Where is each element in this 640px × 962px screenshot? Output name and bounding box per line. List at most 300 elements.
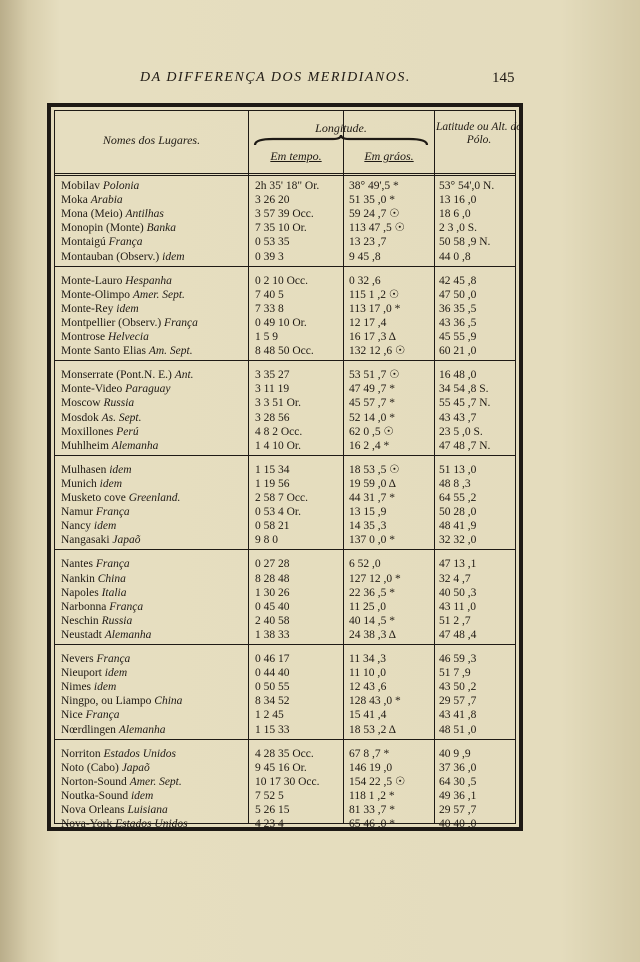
longitude-time-cell: 0 58 21 bbox=[255, 520, 290, 533]
longitude-time-cell: 1 2 45 bbox=[255, 709, 284, 722]
place-name-cell bbox=[61, 425, 237, 439]
table-row bbox=[55, 179, 515, 193]
place-name: Munich bbox=[61, 477, 97, 490]
longitude-time-cell: 0 49 10 Or. bbox=[255, 316, 307, 329]
place-name: Noto (Cabo) bbox=[61, 761, 119, 774]
longitude-brace-icon bbox=[253, 135, 429, 147]
longitude-degrees-cell: 127 12 ,0 * bbox=[349, 572, 401, 585]
place-region: França bbox=[164, 316, 198, 329]
longitude-time-cell: 0 39 3 bbox=[255, 250, 284, 263]
longitude-time-cell: 0 2 10 Occ. bbox=[255, 274, 309, 287]
place-region: França bbox=[85, 709, 120, 722]
latitude-cell: 47 48 ,4 bbox=[439, 628, 477, 641]
longitude-time-cell: 5 26 15 bbox=[255, 804, 290, 816]
place-name-cell bbox=[61, 666, 237, 680]
place-name-cell bbox=[61, 572, 237, 586]
longitude-time-cell: 2 40 58 bbox=[255, 614, 290, 627]
longitude-time-cell: 7 35 10 Or. bbox=[255, 222, 307, 235]
latitude-cell: 23 5 ,0 S. bbox=[439, 425, 483, 438]
place-name: Neustadt bbox=[61, 628, 102, 641]
latitude-cell: 43 50 ,2 bbox=[439, 681, 477, 694]
place-name-cell bbox=[61, 288, 237, 302]
place-name: Mobilav bbox=[61, 180, 100, 192]
latitude-cell: 47 48 ,7 N. bbox=[439, 439, 491, 452]
place-region: Paraguay bbox=[125, 383, 171, 396]
place-name: Monte-Rey bbox=[61, 302, 114, 315]
longitude-time-cell: 0 53 4 Or. bbox=[255, 506, 301, 519]
table-row bbox=[55, 207, 515, 221]
longitude-degrees-cell: 128 43 ,0 * bbox=[349, 695, 401, 708]
latitude-cell: 43 11 ,0 bbox=[439, 600, 476, 613]
place-region: Luisiana bbox=[127, 804, 168, 816]
latitude-cell: 42 45 ,8 bbox=[439, 274, 477, 287]
place-region: idem bbox=[104, 667, 128, 680]
table-row bbox=[55, 600, 515, 614]
place-name: Monte-Lauro bbox=[61, 274, 123, 287]
page-number: 145 bbox=[492, 70, 515, 86]
table-row bbox=[55, 572, 515, 586]
place-name-cell bbox=[61, 775, 237, 789]
longitude-time-cell: 1 15 34 bbox=[255, 463, 290, 476]
longitude-degrees-cell: 154 22 ,5 ☉ bbox=[349, 775, 406, 788]
place-name-cell bbox=[61, 817, 237, 831]
place-name-cell bbox=[61, 694, 237, 708]
group-separator bbox=[55, 549, 515, 550]
place-name: Napoles bbox=[61, 586, 99, 599]
place-name-cell bbox=[61, 302, 237, 316]
place-name: Nice bbox=[61, 709, 83, 722]
table-row bbox=[55, 316, 515, 330]
header-names: Nomes dos Lugares. bbox=[102, 133, 201, 147]
place-region: Italia bbox=[101, 586, 127, 599]
longitude-time-cell: 3 11 19 bbox=[255, 383, 290, 396]
longitude-degrees-cell: 132 12 ,6 ☉ bbox=[349, 345, 406, 358]
longitude-time-cell: 0 44 40 bbox=[255, 667, 290, 680]
latitude-cell: 43 43 ,7 bbox=[439, 411, 477, 424]
table-row bbox=[55, 274, 515, 288]
longitude-degrees-cell: 11 25 ,0 bbox=[349, 600, 386, 613]
longitude-degrees-cell: 47 49 ,7 * bbox=[349, 383, 395, 396]
latitude-cell: 13 16 ,0 bbox=[439, 194, 477, 207]
place-name-cell bbox=[61, 396, 237, 410]
longitude-degrees-cell: 11 10 ,0 bbox=[349, 667, 386, 680]
place-region: Russia bbox=[103, 397, 135, 410]
table-row bbox=[55, 817, 515, 831]
place-name-cell bbox=[61, 207, 237, 221]
latitude-cell: 55 45 ,7 N. bbox=[439, 397, 491, 410]
place-name-cell bbox=[61, 274, 237, 288]
place-name: Ningpo, ou Liampo bbox=[61, 695, 152, 708]
table-row bbox=[55, 477, 515, 491]
longitude-degrees-cell: 137 0 ,0 * bbox=[349, 534, 395, 547]
longitude-time-cell: 1 19 56 bbox=[255, 477, 290, 490]
place-name: Mona (Meio) bbox=[61, 208, 123, 221]
place-region: Perú bbox=[116, 425, 139, 438]
latitude-cell: 40 50 ,3 bbox=[439, 586, 477, 599]
longitude-time-cell: 3 35 27 bbox=[255, 369, 290, 382]
place-name-cell bbox=[61, 250, 237, 264]
longitude-degrees-cell: 52 14 ,0 * bbox=[349, 411, 395, 424]
place-region: Estados Unidos bbox=[115, 818, 188, 831]
place-name: Monte-Olimpo bbox=[61, 288, 130, 301]
longitude-degrees-cell: 113 17 ,0 * bbox=[349, 302, 401, 315]
place-name-cell bbox=[61, 382, 237, 396]
longitude-time-cell: 8 28 48 bbox=[255, 572, 290, 585]
longitude-degrees-cell: 40 14 ,5 * bbox=[349, 614, 395, 627]
place-region: Japaõ bbox=[112, 534, 141, 547]
place-name-cell bbox=[61, 747, 237, 761]
table-row bbox=[55, 491, 515, 505]
place-name-cell bbox=[61, 600, 237, 614]
longitude-degrees-cell: 19 59 ,0 Δ bbox=[349, 477, 397, 490]
longitude-degrees-cell: 13 23 ,7 bbox=[349, 236, 387, 249]
place-name: Montauban (Observ.) bbox=[61, 250, 160, 263]
place-name: Noutka-Sound bbox=[61, 789, 129, 802]
table-row bbox=[55, 533, 515, 547]
latitude-cell: 48 8 ,3 bbox=[439, 477, 471, 490]
longitude-degrees-cell: 115 1 ,2 ☉ bbox=[349, 288, 400, 301]
latitude-cell: 53° 54',0 N. bbox=[439, 180, 495, 192]
place-name-cell bbox=[61, 221, 237, 235]
longitude-degrees-cell: 45 57 ,7 * bbox=[349, 397, 395, 410]
place-name: Nangasaki bbox=[61, 534, 110, 547]
table-row bbox=[55, 505, 515, 519]
longitude-time-cell: 9 8 0 bbox=[255, 534, 278, 547]
latitude-cell: 47 50 ,0 bbox=[439, 288, 477, 301]
place-region: Banka bbox=[146, 222, 176, 235]
longitude-time-cell: 0 53 35 bbox=[255, 236, 290, 249]
table-row bbox=[55, 694, 515, 708]
place-name-cell bbox=[61, 557, 237, 571]
latitude-cell: 32 32 ,0 bbox=[439, 534, 477, 547]
place-name-cell bbox=[61, 316, 237, 330]
latitude-cell: 43 41 ,8 bbox=[439, 709, 477, 722]
place-region: Ant. bbox=[174, 369, 194, 382]
place-region: Japaõ bbox=[121, 761, 150, 774]
longitude-time-cell: 8 34 52 bbox=[255, 695, 290, 708]
longitude-time-cell: 3 26 20 bbox=[255, 194, 290, 207]
running-title: DA DIFFERENÇA DOS MERIDIANOS. bbox=[140, 70, 411, 85]
place-name-cell bbox=[61, 789, 237, 803]
place-region: Polonia bbox=[102, 180, 140, 192]
place-name-cell bbox=[61, 586, 237, 600]
table-row bbox=[55, 586, 515, 600]
place-name: Moscow bbox=[61, 397, 101, 410]
place-name-cell bbox=[61, 519, 237, 533]
place-name-cell bbox=[61, 193, 237, 207]
place-name-cell bbox=[61, 680, 237, 694]
place-region: França bbox=[108, 236, 143, 249]
place-region: Alemanha bbox=[118, 723, 166, 736]
latitude-cell: 16 48 ,0 bbox=[439, 369, 477, 382]
longitude-time-cell: 1 4 10 Or. bbox=[255, 439, 301, 452]
latitude-cell: 51 13 ,0 bbox=[439, 463, 477, 476]
place-name: Nœrdlingen bbox=[61, 723, 116, 736]
longitude-degrees-cell: 65 46 ,0 * bbox=[349, 818, 395, 831]
group-separator bbox=[55, 739, 515, 740]
table-row bbox=[55, 614, 515, 628]
longitude-time-cell: 0 45 40 bbox=[255, 600, 290, 613]
latitude-cell: 60 21 ,0 bbox=[439, 345, 477, 358]
place-region: Greenland. bbox=[128, 492, 181, 504]
place-name-cell bbox=[61, 235, 237, 249]
place-name: Nimes bbox=[61, 681, 92, 694]
longitude-time-cell: 7 33 8 bbox=[255, 302, 284, 315]
place-region: Amer. Sept. bbox=[132, 288, 185, 301]
table-row bbox=[55, 789, 515, 803]
place-region: China bbox=[97, 572, 126, 585]
latitude-cell: 46 59 ,3 bbox=[439, 653, 477, 665]
table-row bbox=[55, 221, 515, 235]
place-region: Alemanha bbox=[104, 628, 152, 641]
group-separator bbox=[55, 360, 515, 361]
place-name-cell bbox=[61, 179, 237, 193]
longitude-time-cell: 3 3 51 Or. bbox=[255, 397, 301, 410]
place-name: Montaigú bbox=[61, 236, 106, 249]
group-separator bbox=[55, 266, 515, 267]
place-name-cell bbox=[61, 614, 237, 628]
longitude-time-cell: 8 48 50 Occ. bbox=[255, 345, 314, 358]
longitude-degrees-cell: 0 32 ,6 bbox=[349, 274, 381, 287]
longitude-degrees-cell: 38° 49',5 * bbox=[349, 180, 399, 192]
table-row bbox=[55, 411, 515, 425]
place-region: idem bbox=[99, 477, 123, 490]
latitude-cell: 51 7 ,9 bbox=[439, 667, 471, 680]
table-row bbox=[55, 708, 515, 722]
place-name: Monte-Video bbox=[61, 383, 123, 396]
table-row bbox=[55, 235, 515, 249]
table-row bbox=[55, 463, 515, 477]
table-row bbox=[55, 193, 515, 207]
place-name: Neschin bbox=[61, 614, 99, 627]
longitude-time-cell: 4 23 4 bbox=[255, 818, 284, 831]
longitude-degrees-cell: 81 33 ,7 * bbox=[349, 804, 395, 816]
place-name: Muhlheim bbox=[61, 439, 109, 452]
latitude-cell: 48 41 ,9 bbox=[439, 520, 477, 533]
longitude-time-cell: 1 38 33 bbox=[255, 628, 290, 641]
longitude-degrees-cell: 13 15 ,9 bbox=[349, 506, 387, 519]
latitude-cell: 47 13 ,1 bbox=[439, 558, 477, 571]
longitude-time-cell: 1 15 33 bbox=[255, 723, 290, 736]
table-row bbox=[55, 425, 515, 439]
place-name: Nantes bbox=[61, 558, 93, 571]
longitude-degrees-cell: 16 17 ,3 Δ bbox=[349, 331, 397, 343]
place-region: idem bbox=[93, 520, 117, 533]
latitude-cell: 32 4 ,7 bbox=[439, 572, 471, 585]
group-separator bbox=[55, 644, 515, 645]
header-em-graos: Em gráos. bbox=[364, 149, 414, 163]
longitude-time-cell: 4 8 2 Occ. bbox=[255, 425, 303, 438]
latitude-cell: 40 40 ,0 bbox=[439, 818, 477, 831]
place-name-cell bbox=[61, 652, 237, 666]
latitude-cell: 40 9 ,9 bbox=[439, 747, 471, 760]
table-row bbox=[55, 396, 515, 410]
longitude-degrees-cell: 11 34 ,3 bbox=[349, 653, 386, 665]
longitude-degrees-cell: 22 36 ,5 * bbox=[349, 586, 395, 599]
place-name: Moka bbox=[61, 194, 88, 207]
latitude-cell: 64 30 ,5 bbox=[439, 775, 477, 788]
latitude-cell: 64 55 ,2 bbox=[439, 492, 477, 504]
latitude-cell: 43 36 ,5 bbox=[439, 316, 477, 329]
longitude-time-cell: 3 28 56 bbox=[255, 411, 290, 424]
place-name: Nancy bbox=[61, 520, 92, 533]
longitude-time-cell: 2 58 7 Occ. bbox=[255, 492, 309, 504]
latitude-cell: 29 57 ,7 bbox=[439, 804, 477, 816]
longitude-degrees-cell: 113 47 ,5 ☉ bbox=[349, 222, 405, 235]
place-name: Namur bbox=[61, 506, 93, 519]
longitude-time-cell: 0 27 28 bbox=[255, 558, 290, 571]
place-name-cell bbox=[61, 533, 237, 547]
place-region: Arabia bbox=[90, 194, 123, 207]
place-name-cell bbox=[61, 344, 237, 358]
latitude-cell: 37 36 ,0 bbox=[439, 761, 477, 774]
place-region: França bbox=[109, 600, 144, 613]
longitude-degrees-cell: 15 41 ,4 bbox=[349, 709, 387, 722]
place-name: Norton-Sound bbox=[61, 775, 127, 788]
longitude-degrees-cell: 14 35 ,3 bbox=[349, 520, 387, 533]
place-name-cell bbox=[61, 628, 237, 642]
place-name-cell bbox=[61, 708, 237, 722]
table-row bbox=[55, 519, 515, 533]
table-frame bbox=[47, 103, 523, 831]
place-region: França bbox=[95, 558, 130, 571]
longitude-time-cell: 10 17 30 Occ. bbox=[255, 775, 320, 788]
table-row bbox=[55, 288, 515, 302]
table-row bbox=[55, 628, 515, 642]
latitude-cell: 48 51 ,0 bbox=[439, 723, 477, 736]
place-region: Hespanha bbox=[125, 274, 172, 287]
latitude-cell: 50 58 ,9 N. bbox=[439, 236, 491, 249]
place-name-cell bbox=[61, 803, 237, 817]
place-name: Nevers bbox=[61, 653, 94, 665]
table-row bbox=[55, 666, 515, 680]
longitude-time-cell: 7 52 5 bbox=[255, 789, 284, 802]
table-row bbox=[55, 330, 515, 344]
longitude-degrees-cell: 62 0 ,5 ☉ bbox=[349, 425, 394, 438]
place-name: Monte Santo Elias bbox=[61, 345, 146, 358]
place-region: idem bbox=[116, 302, 139, 315]
table-row bbox=[55, 439, 515, 453]
place-region: China bbox=[154, 695, 183, 708]
place-name-cell bbox=[61, 761, 237, 775]
place-name: Nova Orleans bbox=[61, 804, 125, 816]
longitude-degrees-cell: 118 1 ,2 * bbox=[349, 789, 395, 802]
coordinates-table bbox=[54, 110, 523, 831]
longitude-degrees-cell: 51 35 ,0 * bbox=[349, 194, 395, 207]
longitude-time-cell: 0 50 55 bbox=[255, 681, 290, 694]
latitude-cell: 44 0 ,8 bbox=[439, 250, 471, 263]
table-header bbox=[55, 111, 523, 176]
longitude-time-cell: 2h 35' 18" Or. bbox=[255, 180, 320, 192]
place-name: Mulhasen bbox=[61, 463, 107, 476]
place-region: Antilhas bbox=[125, 208, 164, 221]
place-name-cell bbox=[61, 723, 237, 737]
place-name-cell bbox=[61, 463, 237, 477]
longitude-time-cell: 4 28 35 Occ. bbox=[255, 747, 314, 760]
place-region: As. Sept. bbox=[101, 411, 142, 424]
place-name-cell bbox=[61, 368, 237, 382]
place-name-cell bbox=[61, 477, 237, 491]
place-name-cell bbox=[61, 411, 237, 425]
longitude-degrees-cell: 67 8 ,7 * bbox=[349, 747, 390, 760]
header-longitude: Longitude. bbox=[315, 121, 367, 135]
place-name: Moxillones bbox=[61, 425, 114, 438]
place-region: Helvecia bbox=[107, 331, 149, 343]
longitude-degrees-cell: 12 43 ,6 bbox=[349, 681, 387, 694]
place-region: idem bbox=[109, 463, 132, 476]
place-name: Narbonna bbox=[61, 600, 107, 613]
place-name: Nova-York bbox=[61, 818, 113, 831]
table-row bbox=[55, 344, 515, 358]
longitude-degrees-cell: 16 2 ,4 * bbox=[349, 439, 390, 452]
latitude-cell: 50 28 ,0 bbox=[439, 506, 477, 519]
place-region: Amer. Sept. bbox=[129, 775, 182, 788]
place-name: Monopin (Monte) bbox=[61, 222, 144, 235]
table-row bbox=[55, 382, 515, 396]
latitude-cell: 2 3 ,0 S. bbox=[439, 222, 478, 235]
longitude-degrees-cell: 44 31 ,7 * bbox=[349, 492, 395, 504]
place-region: idem bbox=[93, 681, 117, 694]
place-region: Alemanha bbox=[111, 439, 159, 452]
table-row bbox=[55, 250, 515, 264]
latitude-cell: 49 36 ,1 bbox=[439, 789, 477, 802]
longitude-degrees-cell: 6 52 ,0 bbox=[349, 558, 381, 571]
table-row bbox=[55, 652, 515, 666]
table-row bbox=[55, 302, 515, 316]
longitude-time-cell: 7 40 5 bbox=[255, 288, 284, 301]
longitude-degrees-cell: 59 24 ,7 ☉ bbox=[349, 208, 400, 221]
longitude-time-cell: 1 5 9 bbox=[255, 331, 278, 343]
latitude-cell: 36 35 ,5 bbox=[439, 302, 477, 315]
place-region: França bbox=[95, 506, 130, 519]
longitude-degrees-cell: 9 45 ,8 bbox=[349, 250, 381, 263]
longitude-degrees-cell: 24 38 ,3 Δ bbox=[349, 628, 397, 641]
place-name: Nankin bbox=[61, 572, 95, 585]
latitude-cell: 29 57 ,7 bbox=[439, 695, 477, 708]
place-name: Mosdok bbox=[61, 411, 99, 424]
latitude-cell: 45 55 ,9 bbox=[439, 331, 477, 343]
group-separator bbox=[55, 455, 515, 456]
table-row bbox=[55, 557, 515, 571]
longitude-time-cell: 9 45 16 Or. bbox=[255, 761, 307, 774]
longitude-degrees-cell: 12 17 ,4 bbox=[349, 316, 387, 329]
latitude-cell: 34 54 ,8 S. bbox=[439, 383, 489, 396]
place-region: idem bbox=[162, 250, 185, 263]
place-region: França bbox=[96, 653, 131, 665]
place-name-cell bbox=[61, 439, 237, 453]
latitude-cell: 51 2 ,7 bbox=[439, 614, 471, 627]
place-region: Estados Unidos bbox=[103, 747, 177, 760]
latitude-cell: 18 6 ,0 bbox=[439, 208, 471, 221]
table-row bbox=[55, 680, 515, 694]
longitude-time-cell: 0 46 17 bbox=[255, 653, 290, 665]
longitude-time-cell: 1 30 26 bbox=[255, 586, 290, 599]
table-row bbox=[55, 747, 515, 761]
place-name-cell bbox=[61, 505, 237, 519]
longitude-degrees-cell: 53 51 ,7 ☉ bbox=[349, 369, 400, 382]
longitude-degrees-cell: 18 53 ,5 ☉ bbox=[349, 463, 400, 476]
table-row bbox=[55, 761, 515, 775]
table-row bbox=[55, 368, 515, 382]
place-name: Montrose bbox=[61, 331, 106, 343]
header-em-tempo: Em tempo. bbox=[270, 149, 322, 163]
place-name: Nieuport bbox=[61, 667, 102, 680]
table-row bbox=[55, 775, 515, 789]
place-region: Russia bbox=[101, 614, 133, 627]
place-name: Norriton bbox=[61, 747, 101, 760]
place-name: Musketo cove bbox=[61, 492, 126, 504]
place-name: Montpellier (Observ.) bbox=[61, 316, 162, 329]
